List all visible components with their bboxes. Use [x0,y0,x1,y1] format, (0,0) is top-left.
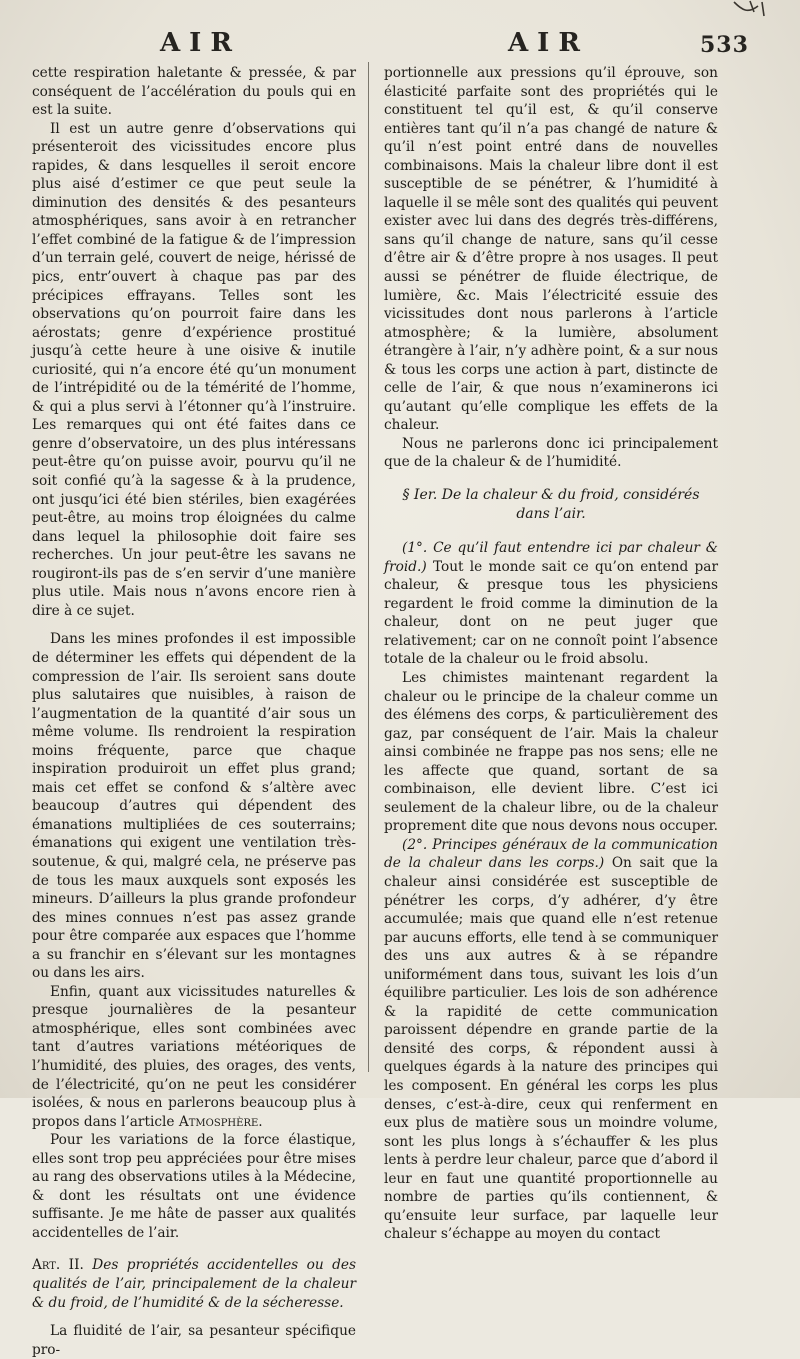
page-number: 533 [700,32,749,58]
paragraph: Nous ne parlerons donc ici principalement que de la chaleur & de l’humidité. [384,435,718,471]
paragraph [32,983,356,1131]
paragraph: Pour les variations de la force élastique, elles sont trop peu appréciées pour être mises au rang des observations utiles à la Médecine, & dont les résultats ont une évidence suffisante. Je me hâte de passer aux qualités accidentelles de l’air. [32,1132,356,1241]
column-rule [368,62,369,1072]
running-head-right: AIR [508,28,589,58]
ink-mark-icon [728,0,768,26]
paragraph: La fluidité de l’air, sa pesanteur spécifique pro- [32,1323,356,1358]
paragraph [384,539,718,669]
right-column [384,64,718,1243]
paragraph-text: On sait que la chaleur ainsi considérée est susceptible de pénétrer les corps, d’y adhérer, d’y être accumulée; mais que quand elle n’est retenue par aucuns efforts, elle tend à se communiquer des uns aux autres & à se répandre uniformément dans tous, suivant les lois d’un équilibre particulier. Les lois de son adhérence & la rapidité de cette communication paroissent dépendre en grande partie de la densité des corps, & répondent aussi à quelques égards à la nature des principes qui les composent. En général les corps les plus denses, c’est-à-dire, ceux qui renferment en eux plus de matière sous un moindre volume, sont les plus longs à s’échauffer & les plus lents à perdre leur chaleur, parce que d’abord il leur en faut une quantité proportionnelle au nombre de parties qu’ils contiennent, & qu’ensuite leur surface, par laquelle leur chaleur s’échappe au moyen du contact [384,855,718,1243]
paragraph-text: Enfin, quant aux vicissitudes naturelles & presque journalières de la pesanteur atmosphérique, elles sont combinées avec tant d’autres variations météoriques de l’humidité, des pluies, des orages, des vents, de l’électricité, qu’on ne peut les considérer isolées, & nous en parlerons beaucoup plus à propos dans l’article [32,983,356,1130]
running-head-left: AIR [160,28,241,58]
paragraph [384,836,718,1244]
paragraph-text: Tout le monde sait ce qu’on entend par chaleur, & presque tous les physiciens regardent le froid comme la diminution de la chaleur, dont on ne peut juger que relativement; car on ne connoît point l’absence totale de la chaleur ou le froid absolu. [384,558,718,668]
cross-reference: Atmosphère. [178,1113,263,1130]
subsection-lead: (2°. Principes généraux de la communication de la chaleur dans les corps.) [384,836,718,872]
left-column [32,64,356,1358]
article-heading [32,1256,356,1312]
article-label: Art. II. [32,1257,84,1274]
article-title: Des propriétés accidentelles ou des qualités de l’air, principalement de la chaleur & du froid, de l’humidité & de la sécheresse. [32,1257,356,1311]
paragraph: Les chimistes maintenant regardent la chaleur ou le principe de la chaleur comme un des élémens des corps, & particulièrement des gaz, par conséquent de l’air. Mais la chaleur ainsi combinée ne frappe pas nos sens; elle ne les affecte que quand, sortant de sa combinaison, elle devient libre. C’est ici seulement de la chaleur libre, ou de la chaleur proprement dite que nous devons nous occuper. [384,669,718,835]
subsection-lead: (1°. Ce qu’il faut entendre ici par chaleur & froid.) [384,540,718,575]
paragraph: Dans les mines profondes il est impossible de déterminer les effets qui dépendent de la compression de l’air. Ils seroient sans doute plus salutaires que nuisibles, à raison de l’augmentation de la quantité d’air sous un même volume. Ils rendroient la respiration moins fréquente, parce que chaque inspiration produiroit un effet plus grand; mais cet effet se confond & s’altère avec beaucoup d’autres qui dépendent des émanations multipliées de ces souterrains; émanations qui exigent une ventilation très-soutenue, & qui, malgré cela, ne préserve pas de tous les maux auxquels sont exposés les mineurs. D’ailleurs la plus grande profondeur des mines connues n’est pas assez grande pour être comparée aux espaces que l’homme a su franchir en s’élevant sur les montagnes ou dans les airs. [32,631,356,982]
paragraph: cette respiration haletante & pressée, & par conséquent de l’accélération du pouls qui en est la suite. [32,65,356,119]
section-title: § Ier. De la chaleur & du froid, considérés dans l’air. [402,487,700,522]
section-heading [384,486,718,523]
paragraph: portionnelle aux pressions qu’il éprouve, son élasticité parfaite sont des propriétés qui le constituent tel qu’il est, & qu’il conserve entières tant qu’il n’a pas changé de nature & qu’il n’est point entré dans de nouvelles combinaisons. Mais la chaleur libre dont il est susceptible de se pénétrer, & l’humidité à laquelle il se mêle sont des qualités qui peuvent exister avec lui dans des degrés très-différens, sans qu’il change de nature, sans qu’il cesse d’être air & d’être propre à nos usages. Il peut aussi se pénétrer de fluide électrique, de lumière, &c. Mais l’électricité essuie des vicissitudes dont nous parlerons à l’article atmosphère; & la lumière, absolument étrangère à l’air, n’y adhère point, & a sur nous & tous les corps une action à part, distincte de celle de l’air, & que nous n’examinerons ici qu’autant qu’elle complique les effets de la chaleur. [384,65,718,434]
paragraph: Il est un autre genre d’observations qui présenteroit des vicissitudes encore plus rapides, & dans lesquelles il seroit encore plus aisé d’estimer ce que peut seule la diminution des densités & des pesanteurs atmosphériques, sans avoir à en retrancher l’effet combiné de la fatigue & de l’impression d’un terrain gelé, couvert de neige, hérissé de pics, entr’ouvert à chaque pas par des précipices effrayans. Telles sont les observations qu’on pourroit faire dans les aérostats; genre d’expérience prostitué jusqu’à cette heure à une oisive & inutile curiosité, qui n’a encore été qu’un monument de l’intrépidité ou de la témérité de l’homme, & qui a plus servi à l’étonner qu’à l’instruire. Les remarques qui ont été faites dans ce genre d’observatoire, un des plus intéressans peut-être qu’on puisse avoir, pourvu qu’il ne soit confié qu’à la sagesse & à la prudence, ont jusqu’ici été bien stériles, bien exagérées peut-être, au moins trop éloignées du calme dans lequel la philosophie doit faire ses recherches. Un jour peut-être les savans ne rougiront-ils pas de s’en servir d’une manière plus utile. Mais nous n’avons encore rien à dire à ce sujet. [32,120,356,619]
